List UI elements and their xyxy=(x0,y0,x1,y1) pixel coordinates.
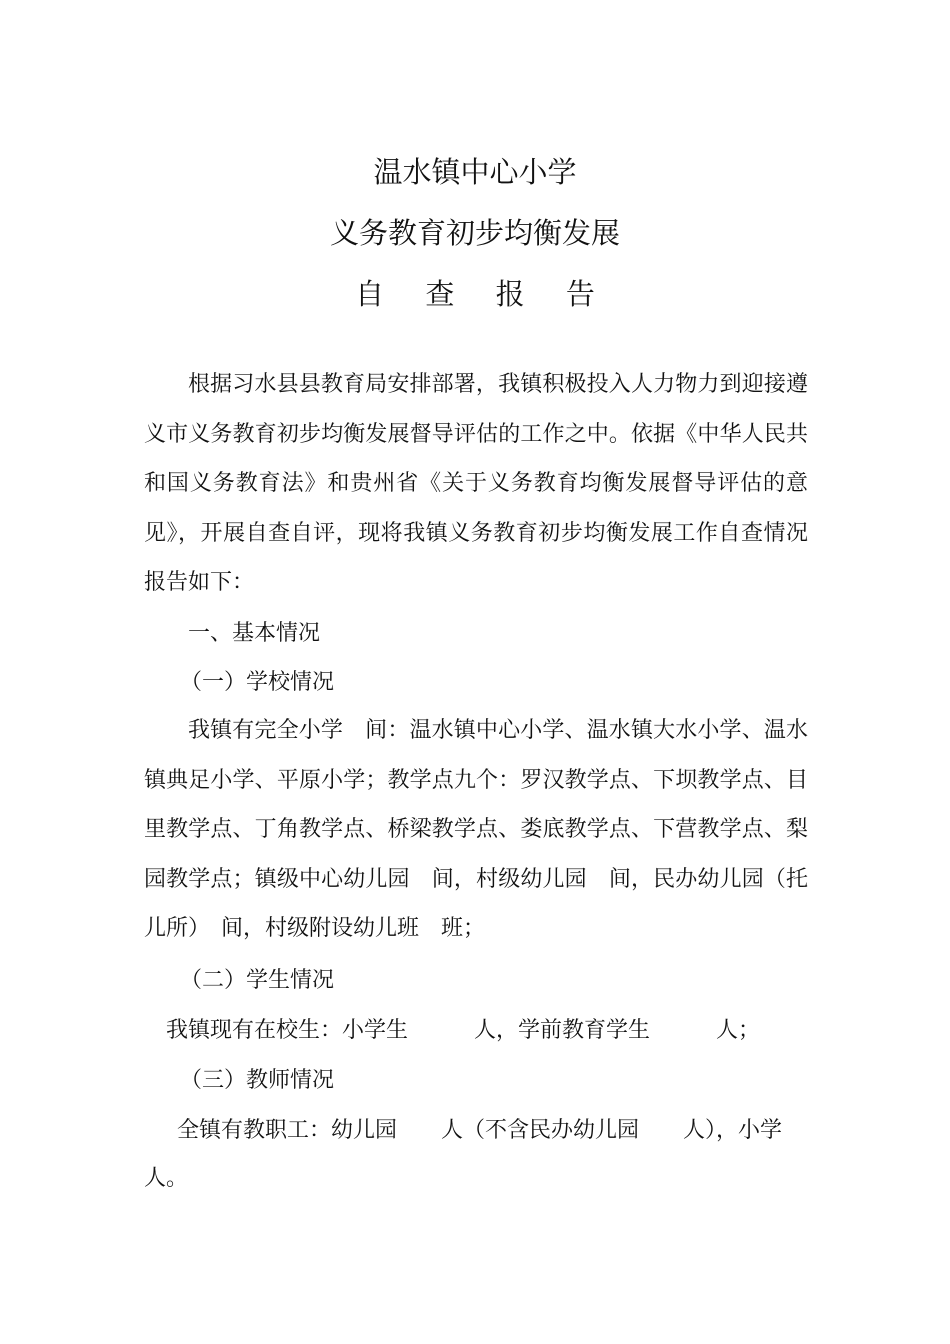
intro-paragraph: 根据习水县县教育局安排部署，我镇积极投入人力物力到迎接遵义市义务教育初步均衡发展督导评估的工作之中。依据《中华人民共和国义务教育法》和贵州省《关于义务教育均衡发展督导评估的意见》，开展自查自评，现将我镇义务教育初步均衡发展工作自查情况报告如下： xyxy=(144,372,808,595)
schools-paragraph: 我镇有完全小学 间：温水镇中心小学、温水镇大水小学、温水镇典足小学、平原小学；教学点九个：罗汉教学点、下坝教学点、目里教学点、丁角教学点、桥梁教学点、娄底教学点、下营教学点、梨园教学点；镇级中心幼儿园 间，村级幼儿园 间，民办幼儿园（托儿所） 间，村级附设幼儿班 班； xyxy=(144,718,808,941)
title-subject: 义务教育初步均衡发展 xyxy=(329,216,620,250)
teachers-paragraph-line2: 人。 xyxy=(144,1166,189,1191)
title-report-type: 自 查 报 告 xyxy=(355,277,611,311)
report-title xyxy=(0,155,950,341)
title-school-name: 温水镇中心小学 xyxy=(373,155,577,189)
section-heading-basic-info: 一、基本情况 xyxy=(188,621,321,646)
subsection-heading-students: （二）学生情况 xyxy=(180,968,335,993)
teachers-paragraph-line1: 全镇有教职工：幼儿园 人（不含民办幼儿园 人），小学 xyxy=(177,1118,783,1143)
students-paragraph: 我镇现有在校生：小学生 人，学前教育学生 人； xyxy=(166,1018,761,1043)
subsection-heading-teachers: （三）教师情况 xyxy=(180,1068,335,1093)
subsection-heading-schools: （一）学校情况 xyxy=(180,670,335,695)
